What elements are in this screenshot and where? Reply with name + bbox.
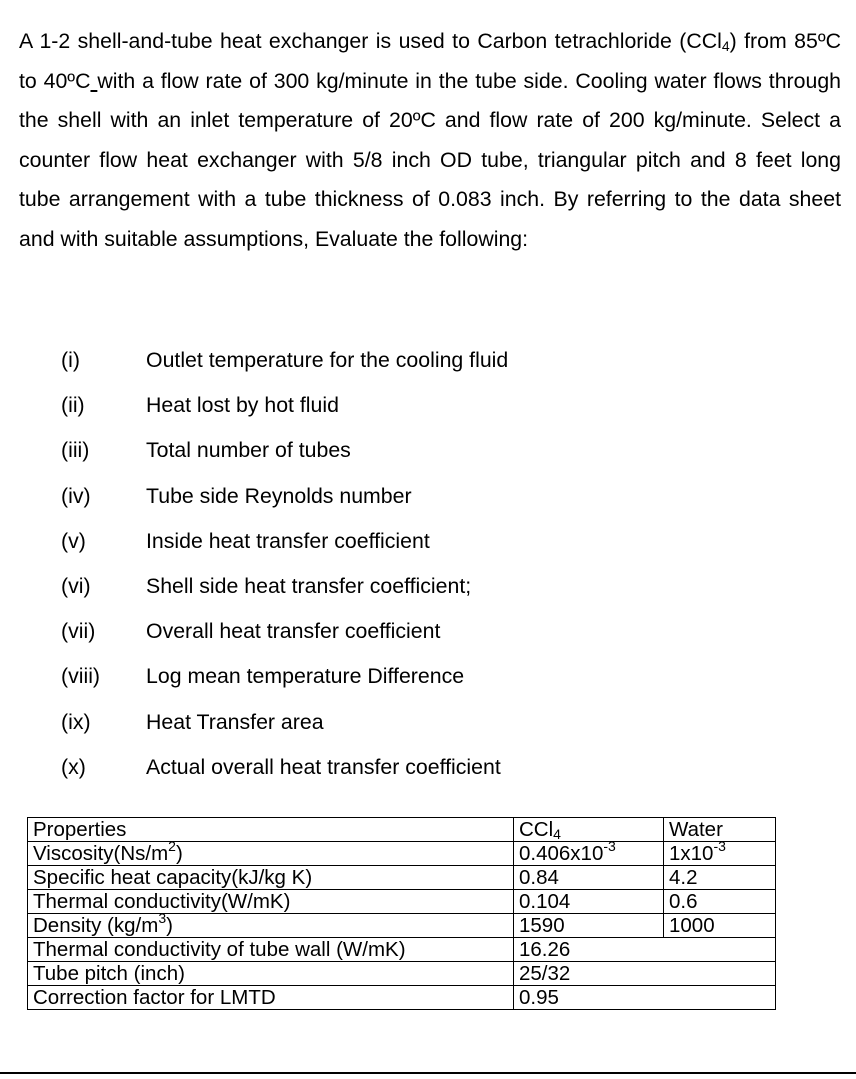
item-text: Tube side Reynolds number [146, 483, 412, 508]
wall-k-value: 16.26 [514, 938, 776, 962]
bottom-divider [0, 1072, 856, 1074]
item-number: (v) [61, 528, 86, 553]
item-number: (vi) [61, 573, 91, 598]
cp-water: 4.2 [664, 866, 776, 890]
viscosity-ccl4-sup: -3 [603, 838, 616, 854]
viscosity-label-end: ) [175, 842, 183, 865]
density-label-text: Density (kg/m [33, 914, 159, 937]
k-ccl4: 0.104 [514, 890, 664, 914]
viscosity-water-sup: -3 [713, 838, 726, 854]
k-water: 0.6 [664, 890, 776, 914]
header-properties: Properties [28, 818, 514, 842]
header-ccl4-sub: 4 [553, 826, 561, 842]
item-text: Outlet temperature for the cooling fluid [146, 348, 509, 372]
table-row [28, 914, 776, 938]
viscosity-label-sup: 2 [168, 838, 176, 854]
table-row [28, 962, 776, 986]
lmtd-label: Correction factor for LMTD [28, 986, 514, 1010]
subscript-4: 4 [721, 38, 730, 54]
item-text: Overall heat transfer coefficient [146, 619, 441, 644]
density-label [28, 910, 514, 938]
density-ccl4: 1590 [514, 914, 664, 938]
properties-table [27, 817, 776, 1010]
item-text: Heat Transfer area [146, 709, 324, 734]
viscosity-water-text: 1x10 [669, 842, 714, 865]
pitch-value: 25/32 [514, 962, 776, 986]
problem-text-2: ) from 85ºC to 40ºC [19, 29, 841, 93]
density-label-sup: 3 [158, 910, 167, 926]
item-number: (ii) [61, 393, 85, 418]
table-row [28, 890, 776, 914]
viscosity-label-text: Viscosity(Ns/m [33, 842, 169, 865]
item-text: Shell side heat transfer coefficient; [146, 573, 472, 598]
cp-label: Specific heat capacity(kJ/kg K) [28, 866, 514, 890]
viscosity-label [28, 838, 514, 866]
viscosity-water [664, 838, 776, 866]
header-ccl4 [514, 818, 664, 842]
item-text: Log mean temperature Difference [146, 664, 465, 689]
table-row [28, 818, 776, 842]
item-number: (iv) [61, 483, 91, 508]
k-label: Thermal conductivity(W/mK) [28, 890, 514, 914]
table-row [28, 842, 776, 866]
viscosity-ccl4-text: 0.406x10 [519, 842, 604, 865]
item-text: Actual overall heat transfer coefficient [146, 754, 501, 779]
wall-k-label: Thermal conductivity of tube wall (W/mK) [28, 938, 514, 962]
lmtd-value: 0.95 [514, 986, 776, 1010]
item-text: Total number of tubes [146, 438, 351, 463]
item-text: Inside heat transfer coefficient [146, 528, 430, 553]
viscosity-ccl4 [514, 838, 664, 866]
density-label-end: ) [166, 914, 173, 937]
item-text: Heat lost by hot fluid [146, 393, 339, 418]
item-number: (vii) [61, 619, 96, 644]
table-row [28, 938, 776, 962]
item-number: (x) [61, 754, 86, 779]
header-ccl4-text: CCl [519, 818, 554, 841]
density-water: 1000 [664, 914, 776, 938]
header-water: Water [664, 818, 776, 842]
item-number: (iii) [61, 438, 90, 463]
problem-text-3: with a flow rate of 300 kg/minute in the tube side. Cooling water flows through the shell with an inlet temperature of 20ºC and flow rate of 200 kg/minute. Select a counter flow heat exchanger with 5/8 inch OD tube, triangular pitch and 8 feet long tube arrangement with a tube thickness of 0.083 inch. By referring to the data sheet and with suitable assumptions, Evaluate the following: [19, 68, 842, 251]
pitch-label: Tube pitch (inch) [28, 962, 514, 986]
problem-statement [19, 22, 841, 260]
table-row [28, 866, 776, 890]
table-row [28, 986, 776, 1010]
item-number: (viii) [61, 664, 101, 689]
item-number: (i) [61, 348, 80, 372]
item-number: (ix) [61, 709, 91, 734]
problem-text-1: A 1-2 shell-and-tube heat exchanger is used to Carbon tetrachloride (CCl [19, 29, 722, 53]
cp-ccl4: 0.84 [514, 866, 664, 890]
